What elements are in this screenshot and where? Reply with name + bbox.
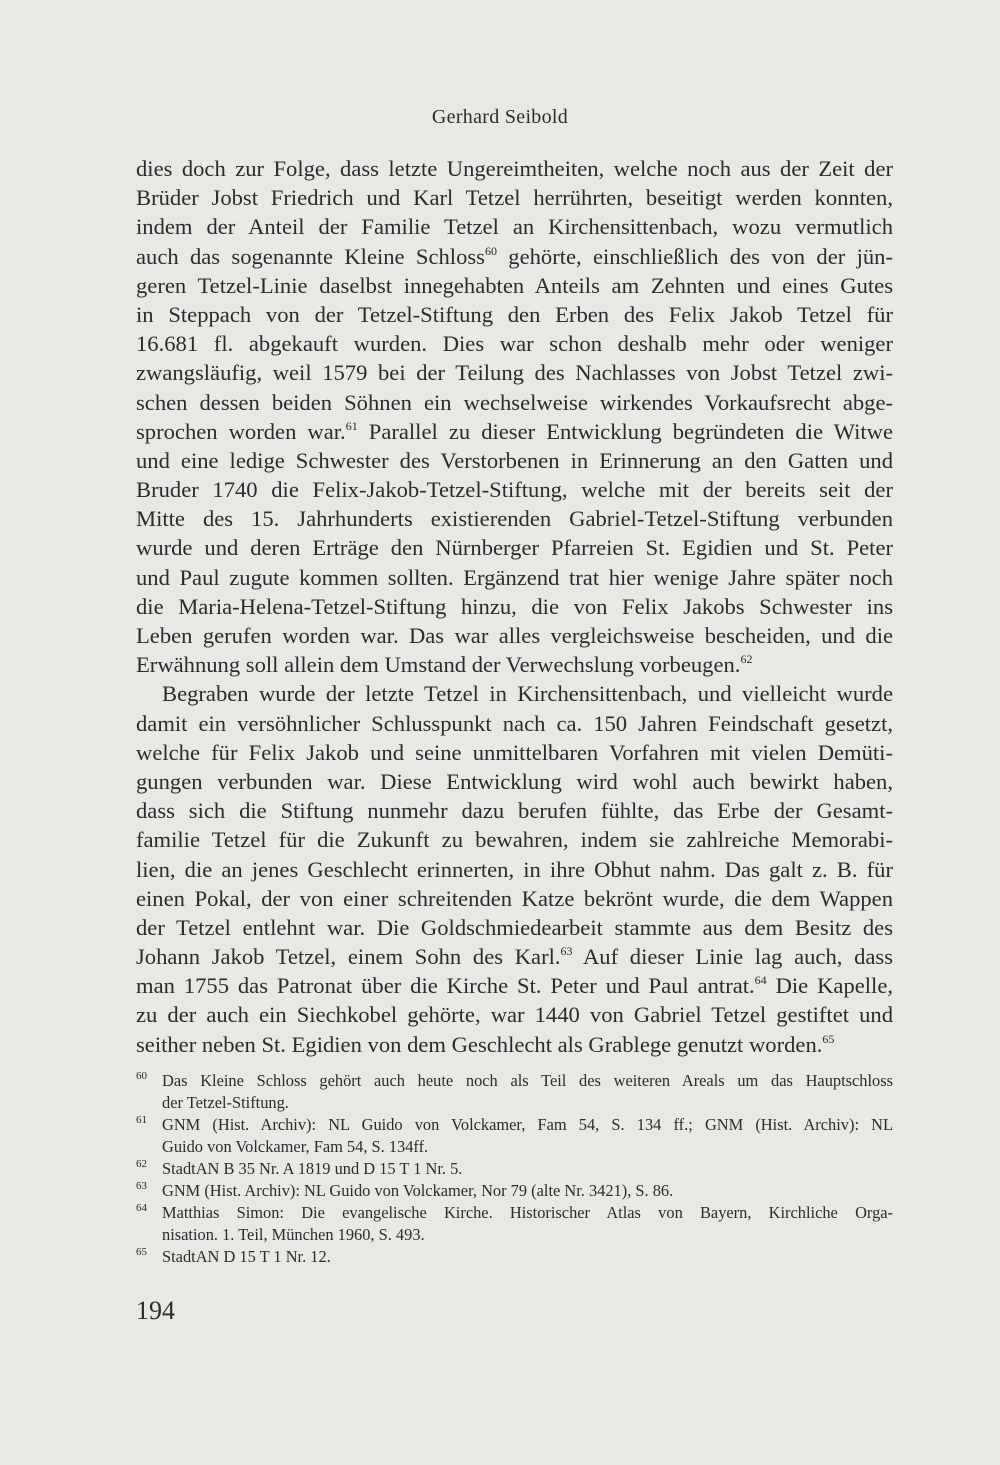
footnote-number: 62 (136, 1158, 147, 1170)
text-line: und eine ledige Schwester des Verstorbenen in Erinnerung an den Gatten und (136, 447, 893, 473)
footnote-ref: 63 (560, 944, 573, 959)
text-line: Begraben wurde der letzte Tetzel in Kirchensittenbach, und vielleicht wurde (162, 681, 893, 707)
text-line: wurde und deren Erträge den Nürnberger Pfarreien St. Egidien und St. Peter (136, 535, 893, 561)
footnote-number: 63 (136, 1180, 147, 1192)
footnote-text: StadtAN B 35 Nr. A 1819 und D 15 T 1 Nr. 5. (162, 1159, 463, 1178)
footnote (136, 1158, 893, 1180)
text-line: dass sich die Stiftung nunmehr dazu berufen fühlte, das Erbe der Gesamt- (136, 798, 893, 824)
footnote-number: 64 (136, 1202, 147, 1214)
footnote-text: Matthias Simon: Die evangelische Kirche. Historischer Atlas von Bayern, Kirchliche Orga- (162, 1203, 893, 1222)
footnote-ref: 62 (740, 652, 753, 667)
text-line: in Steppach von der Tetzel-Stiftung den Erben des Felix Jakob Tetzel für (136, 301, 893, 327)
text-line: gungen verbunden war. Diese Entwicklung wird wohl auch bewirkt haben, (136, 768, 893, 794)
footnote-text: StadtAN D 15 T 1 Nr. 12. (162, 1247, 331, 1266)
text-line: Bruder 1740 die Felix-Jakob-Tetzel-Stiftung, welche mit der bereits seit der (136, 477, 893, 503)
running-head: Gerhard Seibold (431, 106, 569, 128)
paragraph (136, 679, 893, 1058)
footnote-ref: 61 (345, 418, 358, 433)
text-line: die Maria-Helena-Tetzel-Stiftung hinzu, die von Felix Jakobs Schwester ins (136, 593, 893, 619)
text-line: damit ein versöhnlicher Schlusspunkt nach ca. 150 Jahren Feindschaft gesetzt, (136, 710, 893, 736)
text-line: sprochen worden war.$^{61}$ Parallel zu dieser Entwicklung begründeten die Witwe (136, 418, 893, 444)
text-line: welche für Felix Jakob und seine unmittelbaren Vorfahren mit vielen Demüti- (136, 739, 893, 765)
text-line: Leben gerufen worden war. Das war alles vergleichsweise bescheiden, und die (136, 623, 893, 648)
text-line: Johann Jakob Tetzel, einem Sohn des Karl.$^{63}$ Auf dieser Linie lag auch, dass (136, 944, 893, 970)
text-line: einen Pokal, der von einer schreitenden Katze bekrönt wurde, die dem Wappen (136, 885, 893, 911)
footnote (136, 1246, 893, 1268)
footnote-number: 65 (136, 1246, 147, 1258)
text-line: auch das sogenannte Kleine Schloss$^{60}$ gehörte, einschließlich des von der jün- (136, 243, 893, 269)
footnote-text: nisation. 1. Teil, München 1960, S. 493. (162, 1225, 425, 1244)
footnote (136, 1202, 893, 1246)
text-line: Erwähnung soll allein dem Umstand der Verwechslung vorbeugen.$^{62}$ (136, 652, 753, 678)
footnotes (136, 1070, 893, 1268)
footnote-text: der Tetzel-Stiftung. (162, 1093, 289, 1112)
text-line: seither neben St. Egidien von dem Geschlecht als Grablege genutzt worden.$^{65}$ (136, 1031, 835, 1057)
footnote-number: 61 (136, 1114, 147, 1126)
text-line: schen dessen beiden Söhnen ein wechselweise wirkendes Vorkaufsrecht abge- (136, 389, 893, 415)
text-line: indem der Anteil der Familie Tetzel an Kirchensittenbach, wozu vermutlich (136, 214, 893, 240)
footnote-ref: 65 (822, 1031, 835, 1046)
text-line: Mitte des 15. Jahrhunderts existierenden Gabriel-Tetzel-Stiftung verbunden (136, 506, 893, 532)
page-number: 194 (136, 1296, 175, 1325)
footnote-text: GNM (Hist. Archiv): NL Guido von Volckamer, Fam 54, S. 134 ff.; GNM (Hist. Archiv): NL (162, 1115, 893, 1134)
text-line: familie Tetzel für die Zukunft zu bewahren, indem sie zahlreiche Memorabi- (136, 827, 893, 853)
text-line: zu der auch ein Siechkobel gehörte, war 1440 von Gabriel Tetzel gestiftet und (136, 1002, 893, 1028)
footnote-number: 60 (136, 1070, 147, 1082)
text-line: Brüder Jobst Friedrich und Karl Tetzel herrührten, beseitigt werden konnten, (136, 185, 893, 211)
text-line: man 1755 das Patronat über die Kirche St. Peter und Paul antrat.$^{64}$ Die Kapelle, (136, 973, 893, 999)
footnote-text: GNM (Hist. Archiv): NL Guido von Volckamer, Nor 79 (alte Nr. 3421), S. 86. (162, 1181, 674, 1200)
footnote (136, 1114, 893, 1158)
footnote-ref: 60 (484, 243, 497, 258)
text-line: der Tetzel entlehnt war. Die Goldschmiedearbeit stammte aus dem Besitz des (136, 914, 893, 940)
footnote-ref: 64 (754, 973, 767, 988)
text-line: zwangsläufig, weil 1579 bei der Teilung des Nachlasses von Jobst Tetzel zwi- (136, 360, 893, 386)
text-line: und Paul zugute kommen sollten. Ergänzend trat hier wenige Jahre später noch (136, 564, 893, 590)
text-line: 16.681 fl. abgekauft wurden. Dies war schon deshalb mehr oder weniger (136, 331, 893, 357)
footnote (136, 1070, 893, 1114)
footnote-text: Guido von Volckamer, Fam 54, S. 134ff. (162, 1137, 429, 1156)
text-line: geren Tetzel-Linie daselbst innegehabten Anteils am Zehnten und eines Gutes (136, 272, 893, 298)
footnote (136, 1180, 893, 1202)
footnote-text: Das Kleine Schloss gehört auch heute noch als Teil des weiteren Areals um das Hauptschloss (162, 1071, 893, 1090)
text-line: dies doch zur Folge, dass letzte Ungereimtheiten, welche noch aus der Zeit der (136, 156, 893, 181)
body-text (136, 154, 893, 1059)
text-line: lien, die an jenes Geschlecht erinnerten, in ihre Obhut nahm. Das galt z. B. für (136, 856, 893, 882)
paragraph (136, 154, 893, 679)
